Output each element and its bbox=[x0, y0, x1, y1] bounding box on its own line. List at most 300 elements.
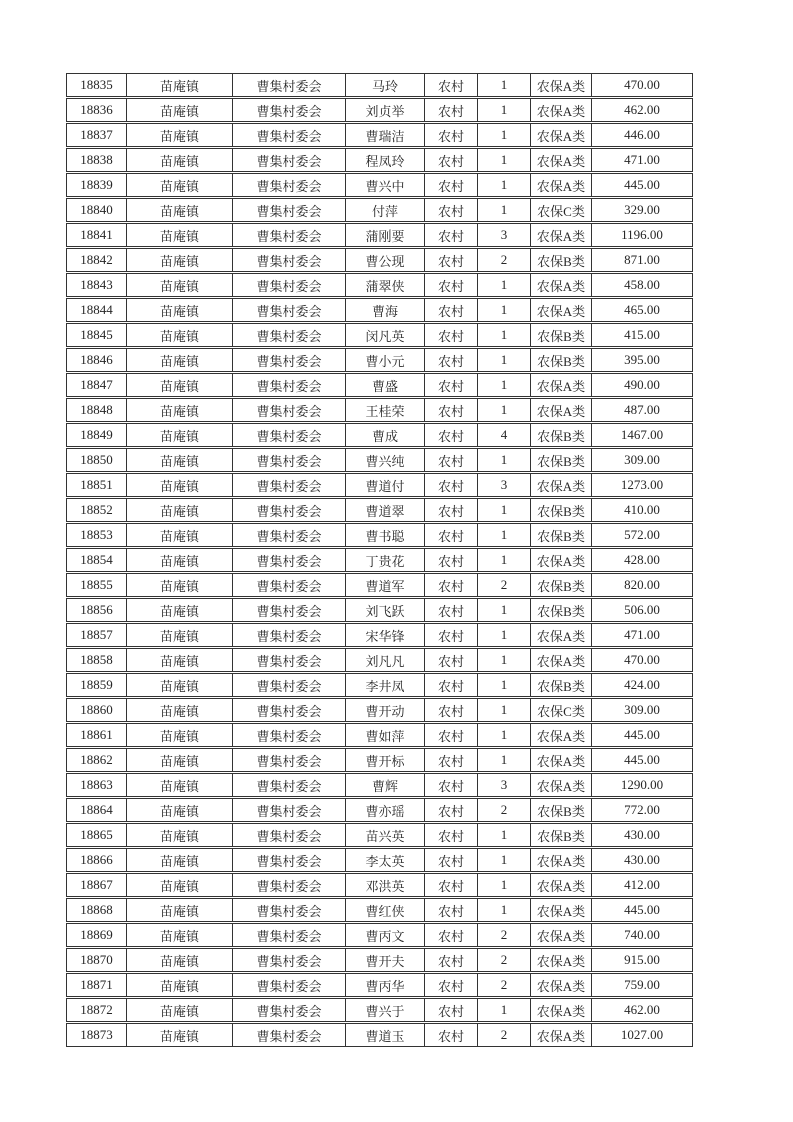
cell-name: 邓洪英 bbox=[346, 873, 425, 897]
cell-village: 曹集村委会 bbox=[233, 123, 346, 147]
table-row bbox=[66, 223, 693, 247]
cell-name: 李太英 bbox=[346, 848, 425, 872]
cell-village: 曹集村委会 bbox=[233, 998, 346, 1022]
cell-town: 苗庵镇 bbox=[127, 698, 233, 722]
cell-person-count: 1 bbox=[478, 673, 531, 697]
cell-amount: 1273.00 bbox=[592, 473, 693, 497]
cell-person-count: 1 bbox=[478, 448, 531, 472]
table-row bbox=[66, 73, 693, 97]
cell-household-type: 农村 bbox=[425, 823, 478, 847]
payment-list-table bbox=[66, 72, 693, 1048]
cell-household-type: 农村 bbox=[425, 798, 478, 822]
cell-household-type: 农村 bbox=[425, 923, 478, 947]
cell-insurance-category: 农保A类 bbox=[531, 623, 592, 647]
cell-amount: 772.00 bbox=[592, 798, 693, 822]
cell-name: 苗兴英 bbox=[346, 823, 425, 847]
cell-town: 苗庵镇 bbox=[127, 498, 233, 522]
cell-serial: 18858 bbox=[66, 648, 127, 672]
cell-serial: 18867 bbox=[66, 873, 127, 897]
table-row bbox=[66, 873, 693, 897]
cell-name: 曹兴于 bbox=[346, 998, 425, 1022]
cell-serial: 18850 bbox=[66, 448, 127, 472]
table-row bbox=[66, 848, 693, 872]
cell-name: 王桂荣 bbox=[346, 398, 425, 422]
cell-village: 曹集村委会 bbox=[233, 423, 346, 447]
cell-person-count: 1 bbox=[478, 98, 531, 122]
cell-serial: 18859 bbox=[66, 673, 127, 697]
table-row bbox=[66, 148, 693, 172]
cell-name: 曹道翠 bbox=[346, 498, 425, 522]
cell-name: 蒲翠侠 bbox=[346, 273, 425, 297]
cell-household-type: 农村 bbox=[425, 723, 478, 747]
cell-village: 曹集村委会 bbox=[233, 173, 346, 197]
cell-person-count: 1 bbox=[478, 598, 531, 622]
table-row bbox=[66, 323, 693, 347]
cell-amount: 445.00 bbox=[592, 748, 693, 772]
cell-name: 曹丙文 bbox=[346, 923, 425, 947]
table-row bbox=[66, 573, 693, 597]
cell-household-type: 农村 bbox=[425, 198, 478, 222]
cell-insurance-category: 农保A类 bbox=[531, 98, 592, 122]
cell-village: 曹集村委会 bbox=[233, 648, 346, 672]
cell-person-count: 1 bbox=[478, 73, 531, 97]
cell-person-count: 1 bbox=[478, 648, 531, 672]
cell-name: 丁贵花 bbox=[346, 548, 425, 572]
cell-person-count: 1 bbox=[478, 823, 531, 847]
cell-town: 苗庵镇 bbox=[127, 248, 233, 272]
cell-serial: 18862 bbox=[66, 748, 127, 772]
table-row bbox=[66, 348, 693, 372]
cell-household-type: 农村 bbox=[425, 98, 478, 122]
cell-insurance-category: 农保A类 bbox=[531, 548, 592, 572]
cell-town: 苗庵镇 bbox=[127, 298, 233, 322]
cell-person-count: 2 bbox=[478, 798, 531, 822]
cell-serial: 18838 bbox=[66, 148, 127, 172]
cell-household-type: 农村 bbox=[425, 73, 478, 97]
cell-insurance-category: 农保B类 bbox=[531, 498, 592, 522]
cell-amount: 470.00 bbox=[592, 73, 693, 97]
cell-name: 曹红侠 bbox=[346, 898, 425, 922]
cell-household-type: 农村 bbox=[425, 448, 478, 472]
cell-serial: 18856 bbox=[66, 598, 127, 622]
cell-amount: 915.00 bbox=[592, 948, 693, 972]
cell-village: 曹集村委会 bbox=[233, 623, 346, 647]
cell-person-count: 1 bbox=[478, 998, 531, 1022]
cell-name: 刘飞跃 bbox=[346, 598, 425, 622]
cell-amount: 820.00 bbox=[592, 573, 693, 597]
cell-person-count: 1 bbox=[478, 873, 531, 897]
cell-town: 苗庵镇 bbox=[127, 848, 233, 872]
cell-serial: 18841 bbox=[66, 223, 127, 247]
cell-village: 曹集村委会 bbox=[233, 73, 346, 97]
cell-amount: 462.00 bbox=[592, 98, 693, 122]
cell-serial: 18872 bbox=[66, 998, 127, 1022]
cell-household-type: 农村 bbox=[425, 298, 478, 322]
cell-town: 苗庵镇 bbox=[127, 823, 233, 847]
cell-name: 曹开标 bbox=[346, 748, 425, 772]
cell-amount: 471.00 bbox=[592, 623, 693, 647]
cell-town: 苗庵镇 bbox=[127, 598, 233, 622]
cell-person-count: 1 bbox=[478, 198, 531, 222]
table-row bbox=[66, 823, 693, 847]
table-row bbox=[66, 423, 693, 447]
cell-insurance-category: 农保A类 bbox=[531, 973, 592, 997]
cell-village: 曹集村委会 bbox=[233, 973, 346, 997]
cell-household-type: 农村 bbox=[425, 323, 478, 347]
table-row bbox=[66, 273, 693, 297]
cell-village: 曹集村委会 bbox=[233, 848, 346, 872]
cell-amount: 1467.00 bbox=[592, 423, 693, 447]
cell-amount: 309.00 bbox=[592, 448, 693, 472]
cell-town: 苗庵镇 bbox=[127, 173, 233, 197]
cell-household-type: 农村 bbox=[425, 898, 478, 922]
cell-person-count: 1 bbox=[478, 898, 531, 922]
cell-household-type: 农村 bbox=[425, 398, 478, 422]
cell-person-count: 1 bbox=[478, 298, 531, 322]
cell-person-count: 1 bbox=[478, 323, 531, 347]
cell-name: 曹兴中 bbox=[346, 173, 425, 197]
cell-person-count: 1 bbox=[478, 273, 531, 297]
cell-insurance-category: 农保A类 bbox=[531, 773, 592, 797]
cell-household-type: 农村 bbox=[425, 648, 478, 672]
table-row bbox=[66, 198, 693, 222]
cell-insurance-category: 农保C类 bbox=[531, 198, 592, 222]
cell-insurance-category: 农保A类 bbox=[531, 923, 592, 947]
cell-serial: 18853 bbox=[66, 523, 127, 547]
cell-insurance-category: 农保A类 bbox=[531, 223, 592, 247]
cell-village: 曹集村委会 bbox=[233, 498, 346, 522]
cell-insurance-category: 农保A类 bbox=[531, 848, 592, 872]
cell-amount: 572.00 bbox=[592, 523, 693, 547]
cell-serial: 18836 bbox=[66, 98, 127, 122]
cell-town: 苗庵镇 bbox=[127, 323, 233, 347]
cell-village: 曹集村委会 bbox=[233, 198, 346, 222]
cell-household-type: 农村 bbox=[425, 598, 478, 622]
cell-serial: 18866 bbox=[66, 848, 127, 872]
cell-amount: 428.00 bbox=[592, 548, 693, 572]
cell-household-type: 农村 bbox=[425, 523, 478, 547]
cell-town: 苗庵镇 bbox=[127, 198, 233, 222]
cell-household-type: 农村 bbox=[425, 423, 478, 447]
cell-person-count: 3 bbox=[478, 773, 531, 797]
cell-amount: 445.00 bbox=[592, 173, 693, 197]
cell-village: 曹集村委会 bbox=[233, 223, 346, 247]
cell-town: 苗庵镇 bbox=[127, 423, 233, 447]
cell-name: 曹开夫 bbox=[346, 948, 425, 972]
cell-town: 苗庵镇 bbox=[127, 973, 233, 997]
cell-insurance-category: 农保A类 bbox=[531, 948, 592, 972]
cell-town: 苗庵镇 bbox=[127, 873, 233, 897]
table-row bbox=[66, 973, 693, 997]
cell-town: 苗庵镇 bbox=[127, 523, 233, 547]
cell-town: 苗庵镇 bbox=[127, 1023, 233, 1047]
table-row bbox=[66, 123, 693, 147]
cell-town: 苗庵镇 bbox=[127, 748, 233, 772]
cell-person-count: 2 bbox=[478, 948, 531, 972]
cell-amount: 446.00 bbox=[592, 123, 693, 147]
cell-town: 苗庵镇 bbox=[127, 148, 233, 172]
table-row bbox=[66, 298, 693, 322]
cell-name: 曹兴纯 bbox=[346, 448, 425, 472]
cell-insurance-category: 农保A类 bbox=[531, 998, 592, 1022]
cell-village: 曹集村委会 bbox=[233, 548, 346, 572]
cell-person-count: 1 bbox=[478, 698, 531, 722]
cell-name: 曹海 bbox=[346, 298, 425, 322]
table-row bbox=[66, 98, 693, 122]
cell-insurance-category: 农保B类 bbox=[531, 523, 592, 547]
cell-insurance-category: 农保B类 bbox=[531, 823, 592, 847]
table-row bbox=[66, 448, 693, 472]
cell-town: 苗庵镇 bbox=[127, 548, 233, 572]
cell-serial: 18843 bbox=[66, 273, 127, 297]
cell-person-count: 1 bbox=[478, 748, 531, 772]
cell-serial: 18860 bbox=[66, 698, 127, 722]
cell-name: 曹公现 bbox=[346, 248, 425, 272]
table-row bbox=[66, 798, 693, 822]
cell-name: 曹成 bbox=[346, 423, 425, 447]
cell-insurance-category: 农保B类 bbox=[531, 248, 592, 272]
cell-household-type: 农村 bbox=[425, 148, 478, 172]
cell-amount: 445.00 bbox=[592, 723, 693, 747]
cell-serial: 18844 bbox=[66, 298, 127, 322]
table-row bbox=[66, 723, 693, 747]
table-row bbox=[66, 1023, 693, 1047]
cell-insurance-category: 农保A类 bbox=[531, 173, 592, 197]
cell-person-count: 4 bbox=[478, 423, 531, 447]
cell-town: 苗庵镇 bbox=[127, 623, 233, 647]
cell-village: 曹集村委会 bbox=[233, 298, 346, 322]
cell-serial: 18868 bbox=[66, 898, 127, 922]
table-row bbox=[66, 698, 693, 722]
cell-serial: 18854 bbox=[66, 548, 127, 572]
cell-amount: 424.00 bbox=[592, 673, 693, 697]
table-row bbox=[66, 623, 693, 647]
cell-insurance-category: 农保A类 bbox=[531, 723, 592, 747]
table-row bbox=[66, 548, 693, 572]
cell-village: 曹集村委会 bbox=[233, 673, 346, 697]
cell-town: 苗庵镇 bbox=[127, 473, 233, 497]
cell-town: 苗庵镇 bbox=[127, 273, 233, 297]
cell-household-type: 农村 bbox=[425, 473, 478, 497]
cell-name: 曹小元 bbox=[346, 348, 425, 372]
table-row bbox=[66, 748, 693, 772]
cell-name: 马玲 bbox=[346, 73, 425, 97]
cell-person-count: 2 bbox=[478, 248, 531, 272]
cell-name: 曹辉 bbox=[346, 773, 425, 797]
cell-insurance-category: 农保A类 bbox=[531, 873, 592, 897]
cell-town: 苗庵镇 bbox=[127, 123, 233, 147]
cell-person-count: 1 bbox=[478, 123, 531, 147]
cell-village: 曹集村委会 bbox=[233, 323, 346, 347]
cell-person-count: 2 bbox=[478, 1023, 531, 1047]
cell-person-count: 2 bbox=[478, 923, 531, 947]
cell-person-count: 1 bbox=[478, 173, 531, 197]
cell-name: 闵凡英 bbox=[346, 323, 425, 347]
cell-person-count: 1 bbox=[478, 848, 531, 872]
cell-town: 苗庵镇 bbox=[127, 898, 233, 922]
cell-name: 李井凤 bbox=[346, 673, 425, 697]
cell-amount: 487.00 bbox=[592, 398, 693, 422]
cell-name: 付萍 bbox=[346, 198, 425, 222]
table-row bbox=[66, 173, 693, 197]
cell-serial: 18855 bbox=[66, 573, 127, 597]
cell-household-type: 农村 bbox=[425, 673, 478, 697]
cell-insurance-category: 农保A类 bbox=[531, 398, 592, 422]
cell-town: 苗庵镇 bbox=[127, 398, 233, 422]
cell-insurance-category: 农保A类 bbox=[531, 273, 592, 297]
cell-serial: 18869 bbox=[66, 923, 127, 947]
cell-serial: 18857 bbox=[66, 623, 127, 647]
cell-insurance-category: 农保A类 bbox=[531, 748, 592, 772]
cell-town: 苗庵镇 bbox=[127, 348, 233, 372]
cell-amount: 445.00 bbox=[592, 898, 693, 922]
cell-household-type: 农村 bbox=[425, 998, 478, 1022]
cell-household-type: 农村 bbox=[425, 173, 478, 197]
cell-village: 曹集村委会 bbox=[233, 948, 346, 972]
cell-person-count: 3 bbox=[478, 223, 531, 247]
cell-insurance-category: 农保A类 bbox=[531, 73, 592, 97]
cell-town: 苗庵镇 bbox=[127, 648, 233, 672]
cell-serial: 18863 bbox=[66, 773, 127, 797]
cell-village: 曹集村委会 bbox=[233, 348, 346, 372]
cell-person-count: 1 bbox=[478, 623, 531, 647]
cell-town: 苗庵镇 bbox=[127, 998, 233, 1022]
cell-insurance-category: 农保B类 bbox=[531, 423, 592, 447]
cell-person-count: 1 bbox=[478, 498, 531, 522]
cell-household-type: 农村 bbox=[425, 123, 478, 147]
table-row bbox=[66, 648, 693, 672]
cell-household-type: 农村 bbox=[425, 948, 478, 972]
cell-insurance-category: 农保B类 bbox=[531, 673, 592, 697]
cell-household-type: 农村 bbox=[425, 548, 478, 572]
cell-serial: 18871 bbox=[66, 973, 127, 997]
cell-village: 曹集村委会 bbox=[233, 898, 346, 922]
cell-name: 蒲刚要 bbox=[346, 223, 425, 247]
cell-serial: 18865 bbox=[66, 823, 127, 847]
cell-village: 曹集村委会 bbox=[233, 573, 346, 597]
cell-insurance-category: 农保B类 bbox=[531, 448, 592, 472]
cell-serial: 18842 bbox=[66, 248, 127, 272]
cell-serial: 18864 bbox=[66, 798, 127, 822]
cell-insurance-category: 农保B类 bbox=[531, 573, 592, 597]
cell-household-type: 农村 bbox=[425, 223, 478, 247]
cell-name: 曹亦瑶 bbox=[346, 798, 425, 822]
cell-insurance-category: 农保A类 bbox=[531, 473, 592, 497]
cell-town: 苗庵镇 bbox=[127, 98, 233, 122]
cell-village: 曹集村委会 bbox=[233, 1023, 346, 1047]
cell-insurance-category: 农保B类 bbox=[531, 598, 592, 622]
cell-person-count: 1 bbox=[478, 548, 531, 572]
cell-person-count: 2 bbox=[478, 973, 531, 997]
cell-amount: 329.00 bbox=[592, 198, 693, 222]
cell-village: 曹集村委会 bbox=[233, 698, 346, 722]
table-row bbox=[66, 673, 693, 697]
cell-amount: 395.00 bbox=[592, 348, 693, 372]
cell-amount: 490.00 bbox=[592, 373, 693, 397]
cell-town: 苗庵镇 bbox=[127, 223, 233, 247]
cell-village: 曹集村委会 bbox=[233, 398, 346, 422]
cell-person-count: 1 bbox=[478, 148, 531, 172]
cell-insurance-category: 农保A类 bbox=[531, 1023, 592, 1047]
cell-serial: 18839 bbox=[66, 173, 127, 197]
cell-amount: 465.00 bbox=[592, 298, 693, 322]
cell-serial: 18848 bbox=[66, 398, 127, 422]
cell-name: 曹瑞洁 bbox=[346, 123, 425, 147]
cell-household-type: 农村 bbox=[425, 623, 478, 647]
cell-amount: 458.00 bbox=[592, 273, 693, 297]
cell-serial: 18835 bbox=[66, 73, 127, 97]
cell-village: 曹集村委会 bbox=[233, 873, 346, 897]
cell-household-type: 农村 bbox=[425, 373, 478, 397]
cell-town: 苗庵镇 bbox=[127, 673, 233, 697]
cell-household-type: 农村 bbox=[425, 973, 478, 997]
cell-village: 曹集村委会 bbox=[233, 798, 346, 822]
cell-amount: 506.00 bbox=[592, 598, 693, 622]
cell-insurance-category: 农保B类 bbox=[531, 798, 592, 822]
table-row bbox=[66, 598, 693, 622]
table-row bbox=[66, 898, 693, 922]
cell-town: 苗庵镇 bbox=[127, 373, 233, 397]
cell-amount: 430.00 bbox=[592, 848, 693, 872]
cell-village: 曹集村委会 bbox=[233, 148, 346, 172]
cell-insurance-category: 农保B类 bbox=[531, 323, 592, 347]
cell-serial: 18846 bbox=[66, 348, 127, 372]
cell-household-type: 农村 bbox=[425, 248, 478, 272]
cell-village: 曹集村委会 bbox=[233, 823, 346, 847]
cell-amount: 309.00 bbox=[592, 698, 693, 722]
cell-town: 苗庵镇 bbox=[127, 723, 233, 747]
cell-amount: 470.00 bbox=[592, 648, 693, 672]
cell-town: 苗庵镇 bbox=[127, 448, 233, 472]
cell-village: 曹集村委会 bbox=[233, 373, 346, 397]
cell-village: 曹集村委会 bbox=[233, 273, 346, 297]
cell-household-type: 农村 bbox=[425, 348, 478, 372]
cell-household-type: 农村 bbox=[425, 773, 478, 797]
table-row bbox=[66, 373, 693, 397]
cell-amount: 759.00 bbox=[592, 973, 693, 997]
cell-name: 曹丙华 bbox=[346, 973, 425, 997]
cell-serial: 18847 bbox=[66, 373, 127, 397]
document-page bbox=[66, 72, 693, 1048]
cell-village: 曹集村委会 bbox=[233, 723, 346, 747]
cell-household-type: 农村 bbox=[425, 498, 478, 522]
cell-amount: 430.00 bbox=[592, 823, 693, 847]
cell-serial: 18837 bbox=[66, 123, 127, 147]
cell-town: 苗庵镇 bbox=[127, 73, 233, 97]
cell-amount: 1027.00 bbox=[592, 1023, 693, 1047]
cell-amount: 462.00 bbox=[592, 998, 693, 1022]
cell-household-type: 农村 bbox=[425, 573, 478, 597]
cell-amount: 471.00 bbox=[592, 148, 693, 172]
table-row bbox=[66, 248, 693, 272]
cell-serial: 18861 bbox=[66, 723, 127, 747]
cell-village: 曹集村委会 bbox=[233, 98, 346, 122]
cell-name: 刘贞举 bbox=[346, 98, 425, 122]
cell-amount: 871.00 bbox=[592, 248, 693, 272]
cell-insurance-category: 农保B类 bbox=[531, 348, 592, 372]
cell-serial: 18851 bbox=[66, 473, 127, 497]
cell-insurance-category: 农保A类 bbox=[531, 148, 592, 172]
table-row bbox=[66, 398, 693, 422]
cell-amount: 412.00 bbox=[592, 873, 693, 897]
cell-serial: 18849 bbox=[66, 423, 127, 447]
table-row bbox=[66, 498, 693, 522]
cell-name: 宋华锋 bbox=[346, 623, 425, 647]
cell-household-type: 农村 bbox=[425, 273, 478, 297]
cell-name: 程凤玲 bbox=[346, 148, 425, 172]
cell-person-count: 2 bbox=[478, 573, 531, 597]
cell-serial: 18845 bbox=[66, 323, 127, 347]
